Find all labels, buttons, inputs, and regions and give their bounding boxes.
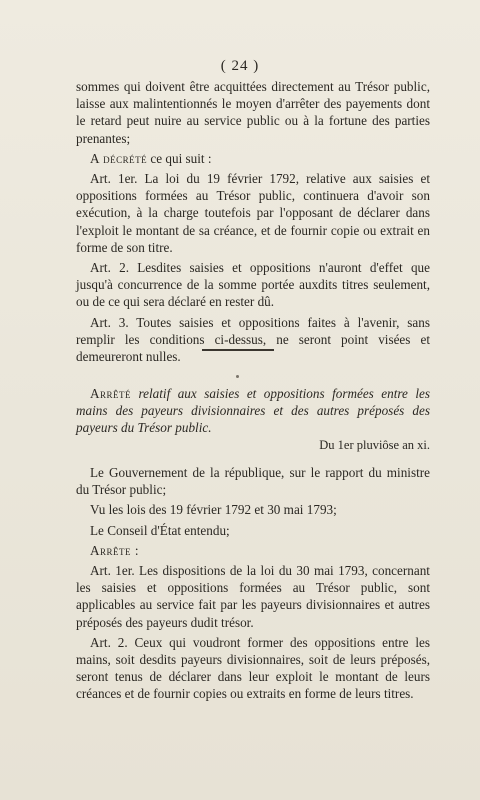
preamble-council: Le Conseil d'État entendu; (90, 522, 230, 538)
decree-formula (76, 150, 430, 167)
arrete-heading (76, 385, 430, 437)
decree-rest: ce qui suit : (147, 150, 212, 166)
arrete-formula: Arrête : (90, 542, 139, 558)
arrete-title-lead: Arrêté (90, 386, 132, 401)
decree-continuation (76, 78, 430, 365)
arrete-article-1-text: Les dispositions de la loi du 30 mai 1793, concernant les saisies et oppositions formées au Trésor public, sont applicables au service fait par les payeurs divisionnaires et autres préposés des payeurs dudit trésor. (76, 563, 430, 630)
arrete-article-2-label: Art. 2. (90, 634, 128, 650)
article-3-label: Art. 3. (90, 314, 129, 330)
section-divider (202, 349, 274, 351)
article-2 (76, 259, 430, 311)
decree-lead: A décrété (90, 150, 148, 166)
arrete-article-1 (76, 562, 430, 631)
article-3-text: Toutes saisies et oppositions faites à l'avenir, sans remplir les conditions ci-dessus, ne seront point visées et demeureront nulles. (76, 314, 430, 365)
intro-paragraph: sommes qui doivent être acquittées directement au Trésor public, laisse aux malintentionnés le moyen d'arrêter des payements dont le retard peut nuire au service public ou à la fortune des parties prenantes; (76, 79, 430, 146)
preamble-government: Le Gouvernement de la république, sur le rapport du ministre du Trésor public; (76, 465, 430, 498)
arrete-article-2 (76, 634, 430, 703)
arrete-title-rest: relatif aux saisies et oppositions formées entre les mains des payeurs divisionnaires et des autres préposés des payeurs du Trésor public. (76, 386, 430, 436)
ornament-dot (236, 375, 239, 378)
arrete-title (76, 385, 430, 437)
arrete-body (76, 464, 430, 703)
article-2-label: Art. 2. (90, 260, 130, 276)
article-2-text: Lesdites saisies et oppositions n'auront d'effet que jusqu'à concurrence de la somme portée auxdits titres seulement, ou de ce qui sera déclaré en rester dû. (76, 260, 430, 310)
article-1-text: La loi du 19 février 1792, relative aux saisies et oppositions formées au Trésor public, continuera d'avoir son exécution, à la charge toutefois par l'opposant de déclarer dans l'exploit le montant de sa créance, et de fournir copie ou extrait en forme de son titre. (76, 171, 430, 255)
arrete-article-2-text: Ceux qui voudront former des oppositions entre les mains, soit desdits payeurs divisionnaires, soit de leurs préposés, seront tenus de déclarer dans leur exploit le montant de leurs créances et de fournir copies ou extraits en forme de leurs titres. (76, 634, 430, 702)
dateline: Du 1er pluviôse an xi. (319, 438, 430, 452)
article-1-label: Art. 1er. (90, 171, 138, 187)
article-3 (76, 314, 430, 366)
page-number: ( 24 ) (220, 58, 260, 74)
article-1 (76, 170, 430, 256)
preamble-laws: Vu les lois des 19 février 1792 et 30 mai 1793; (90, 502, 337, 518)
arrete-article-1-label: Art. 1er. (90, 563, 135, 579)
